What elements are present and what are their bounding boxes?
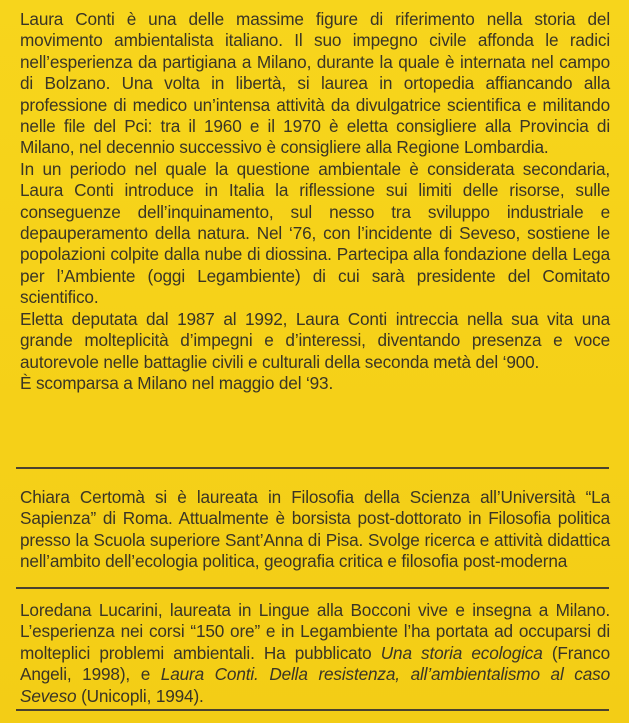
divider-top [16,467,609,469]
lucarini-mid: (Franco Angeli, 1998), e [20,642,610,685]
author-bio-lucarini-text [20,600,610,707]
laura-conti-biography [20,9,610,394]
divider-middle [16,587,609,589]
bio-paragraph-4: È scomparsa a Milano nel maggio del ‘93. [20,372,334,393]
book-title-storia-ecologica: Una storia ecologica [380,642,543,663]
lucarini-intro: Loredana Lucarini, laureata in Lingue alla Bocconi vive e insegna a Milano. L’esperienza nei corsi “150 ore” e in Legambiente l’ha portata ad occuparsi di molteplici problemi ambientali. Ha pubblicato [20,600,610,663]
bio-paragraph-3: Eletta deputata dal 1987 al 1992, Laura Conti intreccia nella sua vita una grande molteplicità d’impegni e d’interessi, diventando presenza e voce autorevole nelle battaglie civili e culturali della seconda metà del ‘900. [20,308,610,372]
divider-bottom [16,709,609,711]
bio-paragraph-1: Laura Conti è una delle massime figure di riferimento nella storia del movimento ambientalista italiano. Il suo impegno civile affonda le radici nell’esperienza da partigiana a Milano, durante la quale è internata nel campo di Bolzano. Una volta in libertà, si laurea in ortopedia affiancando alla professione di medico un’intensa attività da divulgatrice scientifica e militando nelle file del Pci: tra il 1960 e il 1970 è eletta consigliere alla Provincia di Milano, nel decennio successivo è consigliere alla Regione Lombardia. [20,9,610,158]
author-bio-lucarini [20,600,610,707]
author-bio-certoma-text: Chiara Certomà si è laureata in Filosofia della Scienza all’Università “La Sapienza” di Roma. Attualmente è borsista post-dottorato in Filosofia politica presso la Scuola superiore Sant’Anna di Pisa. Svolge ricerca e attività didattica nell’ambito dell’ecologia politica, geografia critica e filosofia post-moderna [20,487,610,572]
bio-paragraph-2: In un periodo nel quale la questione ambientale è considerata secondaria, Laura Conti introduce in Italia la riflessione sui limiti delle risorse, sulle conseguenze dell’inquinamento, sul nesso tra sviluppo industriale e depauperamento della natura. Nel ‘76, con l’incidente di Seveso, sostiene le popolazioni colpite dalla nube di diossina. Partecipa alla fondazione della Lega per l’Ambiente (oggi Legambiente) di cui sarà presidente del Comitato scientifico. [20,158,610,308]
author-bio-certoma [20,487,610,573]
book-title-laura-conti: Laura Conti. Della resistenza, all’ambientalismo al caso Seveso [20,664,610,706]
lucarini-end: (Unicopli, 1994). [76,685,204,706]
